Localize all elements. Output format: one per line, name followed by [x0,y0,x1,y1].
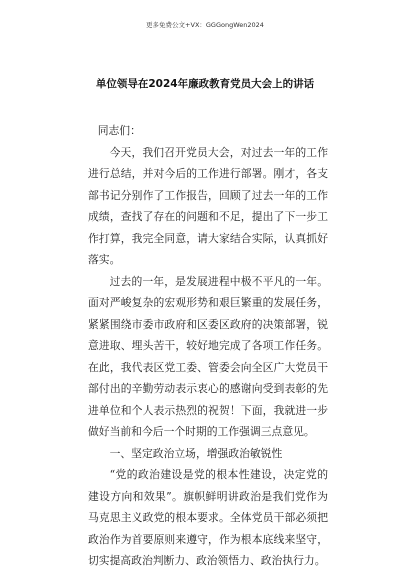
document-body [88,120,328,572]
paragraph-section-1: “党的政治建设是党的根本性建设，决定党的建设方向和效果”。旗帜鲜明讲政治是我们党作为马克思主义政党的根本要求。全体党员干部必须把政治作为首要原则来遵守，作为根本底线来坚守，切实提高政治判断力、政治领悟力、政治执行力。 [88,468,328,567]
header-note: 更多免费公文+VX：GGGongWen2024 [146,21,264,29]
section-heading-1: 一、坚定政治立场，增强政治敏锐性 [109,446,283,460]
paragraph-opening: 今天，我们召开党员大会，对过去一年的工作进行总结，并对今后的工作进行部署。刚才，各支部书记分别作了工作报告，回顾了过去一年的工作成绩，查找了存在的问题和不足，提出了下一步工作打算，我完全同意，请大家结合实际，认真抓好落实。 [88,145,328,266]
salutation: 同志们： [97,124,141,137]
document-title: 单位领导在2024年廉政教育党员大会上的讲话 [95,78,315,90]
paragraph-review: 过去的一年，是发展进程中极不平凡的一年。面对严峻复杂的宏观形势和艰巨繁重的发展任务，紧紧围绕市委市政府和区委区政府的决策部署，锐意进取、埋头苦干，较好地完成了各项工作任务。在此，我代表区党工委、管委会向全区广大党员干部付出的辛勤劳动表示衷心的感谢向受到表彰的先进单位和个人表示热烈的祝贺！下面，我就进一步做好当前和今后一个时期的工作强调三点意见。 [88,274,328,438]
